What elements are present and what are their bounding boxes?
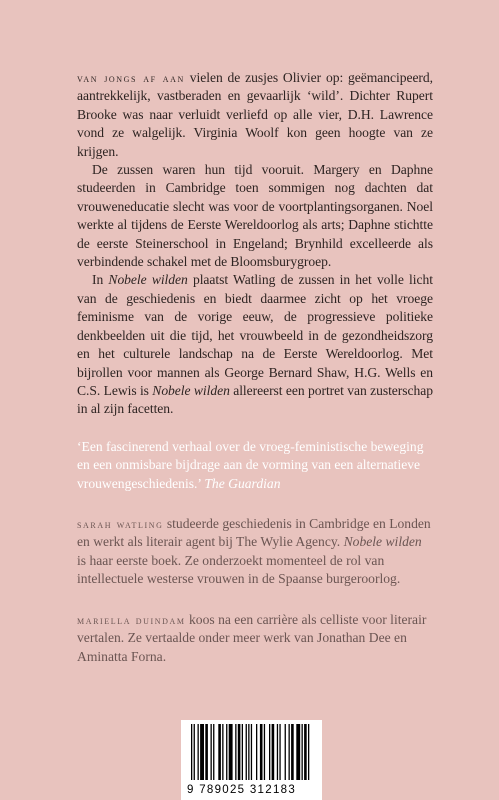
blurb: [77, 69, 433, 419]
blurb-paragraph-3: [77, 271, 433, 418]
barcode-bar: [242, 724, 243, 780]
blurb-p3-a: In: [92, 272, 109, 288]
barcode-bar: [226, 724, 227, 780]
blurb-p3-c: allereerst een portret van zusterschap in al zijn facetten.: [77, 382, 433, 417]
barcode-bar: [213, 724, 214, 780]
translator-bio-text: koos na een carrière als celliste voor literair vertalen. Ze vertaalde onder meer werk van Jonathan Dee en Aminatta Forna.: [77, 612, 427, 664]
press-quote: [77, 438, 433, 493]
barcode-bar: [291, 724, 294, 780]
book-title-mention: Nobele wilden: [108, 272, 188, 288]
book-title-mention-2: Nobele wilden: [152, 382, 230, 398]
barcode-bar: [229, 724, 233, 780]
barcode-bar: [279, 724, 280, 780]
author-bio-text-a: studeerde geschiedenis in Cambridge en Londen en werkt als literair agent bij The Wylie Agency.: [77, 516, 431, 550]
barcode-bar: [218, 724, 221, 780]
barcode-bar: [200, 724, 204, 780]
barcode-bar: [302, 724, 303, 780]
barcode-bar: [198, 724, 199, 780]
blurb-lead-in: van jongs af aan: [77, 71, 185, 85]
barcode-bar: [285, 724, 286, 780]
barcode-bar: [211, 724, 212, 780]
barcode-bar: [296, 724, 300, 780]
author-bio: [77, 515, 433, 589]
author-bio-book-title: Nobele wilden: [343, 534, 422, 550]
barcode-bar: [256, 724, 257, 780]
blurb-paragraph-1: [77, 69, 433, 161]
barcode-bar: [277, 724, 278, 780]
barcode-bar: [289, 724, 290, 780]
barcode-bar: [238, 724, 241, 780]
barcode-bar: [248, 724, 249, 780]
translator-bio: [77, 611, 433, 666]
barcode-bar: [205, 724, 208, 780]
blurb-paragraph-2: De zussen waren hun tijd vooruit. Margery en Daphne studeerden in Cambridge toen sommigen nog dachten dat vrouweneducatie slecht was voor de voortplantingsorganen. Noel werkte al tijdens de Eerste Wereldoorlog als arts; Daphne stichtte de eerste Steinerschool in Engeland; Brynhild excelleerde als verbindende schakel met de Bloomsburygroep.: [77, 162, 433, 270]
barcode-bar: [272, 724, 275, 780]
barcode-bar: [222, 724, 223, 780]
barcode: [181, 720, 322, 800]
press-quote-source: The Guardian: [204, 475, 281, 491]
barcode-bars: [181, 720, 322, 784]
barcode-bar: [260, 724, 263, 780]
translator-name: mariella duindam: [77, 613, 186, 627]
blurb-paragraph-1-text: vielen de zusjes Olivier op: geëmancipeerd, aantrekkelijk, vastberaden en gevaarlijk ‘wild’. Dichter Rupert Brooke was naar verluidt verliefd op alle vier, D.H. Lawrence vond ze walgelijk. Virginia Woolf kon geen hoogte van ze krijgen.: [77, 70, 433, 159]
isbn-number: 9 789025 312183: [187, 784, 297, 796]
barcode-bar: [269, 724, 270, 780]
barcode-bar: [264, 724, 265, 780]
barcode-bar: [308, 724, 309, 780]
barcode-bar: [235, 724, 236, 780]
barcode-bar: [251, 724, 252, 780]
barcode-bar: [304, 724, 307, 780]
barcode-bar: [246, 724, 247, 780]
author-name: sarah watling: [77, 517, 164, 531]
blurb-p3-b: plaatst Watling de zussen in het volle licht van de geschiedenis en biedt daarmee zicht op het vroege feminisme van de vorige eeuw, de progressieve politieke denkbeelden uit die tijd, het vrouwbeeld in de gezondheidszorg en het culturele landschap na de Eerste Wereldoorlog. Met bijrollen voor mannen als George Bernard Shaw, H.G. Wells en C.S. Lewis is: [77, 272, 433, 398]
author-bio-text-b: is haar eerste boek. Ze onderzoekt momenteel de rol van intellectuele westerse vrouwen in de Spaanse burgeroorlog.: [77, 552, 401, 587]
press-quote-text: ‘Een fascinerend verhaal over de vroeg-feministische beweging en een onmisbare bijdrage aan de vorming van een alternatieve vrouwengeschiedenis.’: [77, 439, 424, 491]
barcode-bar: [194, 724, 195, 780]
barcode-bar: [191, 724, 192, 780]
